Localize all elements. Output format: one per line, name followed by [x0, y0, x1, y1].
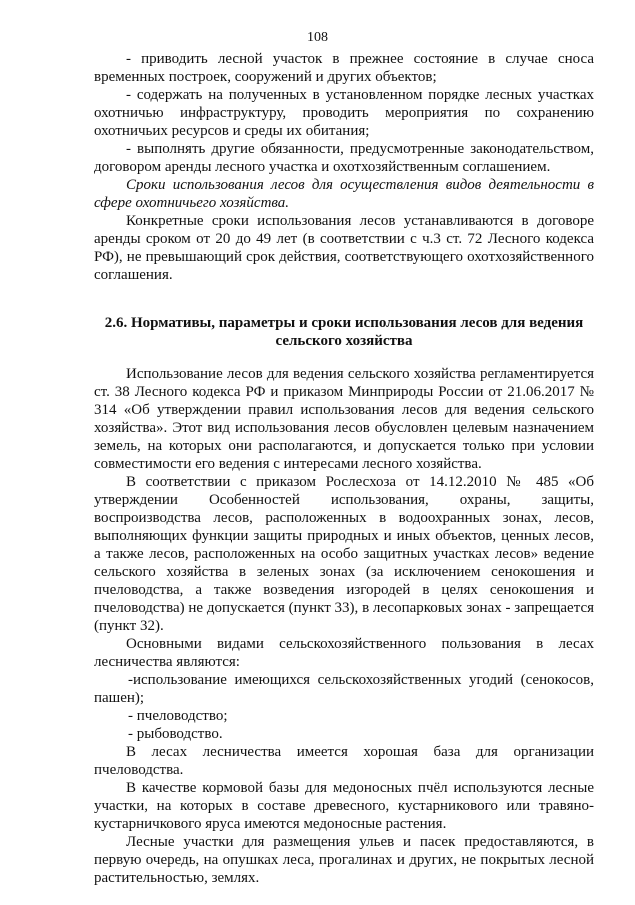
paragraph: Конкретные сроки использования лесов устанавливаются в договоре аренды сроком от 20 до 49 лет (в соответствии с ч.3 ст. 72 Лесного кодекса РФ), не превышающий срок действия, соответствующего охотхозяйственного соглашения.: [94, 213, 594, 283]
bullet-item: - содержать на полученных в установленном порядке лесных участках охотничью инфраструктуру, проводить мероприятия по сохранению охотничьих ресурсов и среды их обитания;: [94, 87, 594, 139]
paragraph: Использование лесов для ведения сельского хозяйства регламентируется ст. 38 Лесного кодекса РФ и приказом Минприроды России от 21.06.2017 № 314 «Об утверждении правил использования лесов для ведения сельского хозяйства». Этот вид использования лесов обусловлен целевым назначением земель, на которых они располагаются, и допускается только при условии совместимости его ведения с интересами лесного хозяйства.: [94, 366, 594, 472]
paragraph: В соответствии с приказом Рослесхоза от 14.12.2010 № 485 «Об утверждении Особенностей использования, охраны, защиты, воспроизводства лесов, расположенных в водоохранных зонах, лесов, выполняющих функции защиты природных и иных объектов, ценных лесов, а также лесов, расположенных на особо защитных участках лесов» ведение сельского хозяйства в зеленых зонах (за исключением сенокошения и пчеловодства, а также возведения изгородей в целях сенокошения и пчеловодства) не допускается (пункт 33), в лесопарковых зонах - запрещается (пункт 32).: [94, 474, 594, 634]
italic-subheading: Сроки использования лесов для осуществления видов деятельности в сфере охотничьего хозяйства.: [94, 177, 594, 211]
bullet-item: - выполнять другие обязанности, предусмотренные законодательством, договором аренды лесного участка и охотхозяйственным соглашением.: [94, 141, 594, 175]
paragraph: Основными видами сельскохозяйственного пользования в лесах лесничества являются:: [94, 636, 594, 670]
page-number: 108: [307, 30, 328, 45]
paragraph: В лесах лесничества имеется хорошая база для организации пчеловодства.: [94, 744, 594, 778]
list-item: -использование имеющихся сельскохозяйственных угодий (сенокосов, пашен);: [94, 672, 594, 706]
list-item: - рыбоводство.: [128, 726, 223, 742]
bullet-item: - приводить лесной участок в прежнее состояние в случае сноса временных построек, сооружений и других объектов;: [94, 51, 594, 85]
intro-block: [94, 50, 594, 284]
paragraph: Лесные участки для размещения ульев и пасек предоставляются, в первую очередь, на опушках леса, прогалинах и других, не покрытых лесной растительностью, землях.: [94, 834, 594, 886]
section-body: [94, 365, 594, 887]
paragraph: В качестве кормовой базы для медоносных пчёл используются лесные участки, на которых в составе древесного, кустарникового или травяно-кустарничкового яруса имеются медоносные растения.: [94, 780, 594, 832]
list-item: - пчеловодство;: [128, 708, 228, 724]
section-heading: 2.6. Нормативы, параметры и сроки использования лесов для ведения сельского хозяйства: [104, 315, 584, 349]
